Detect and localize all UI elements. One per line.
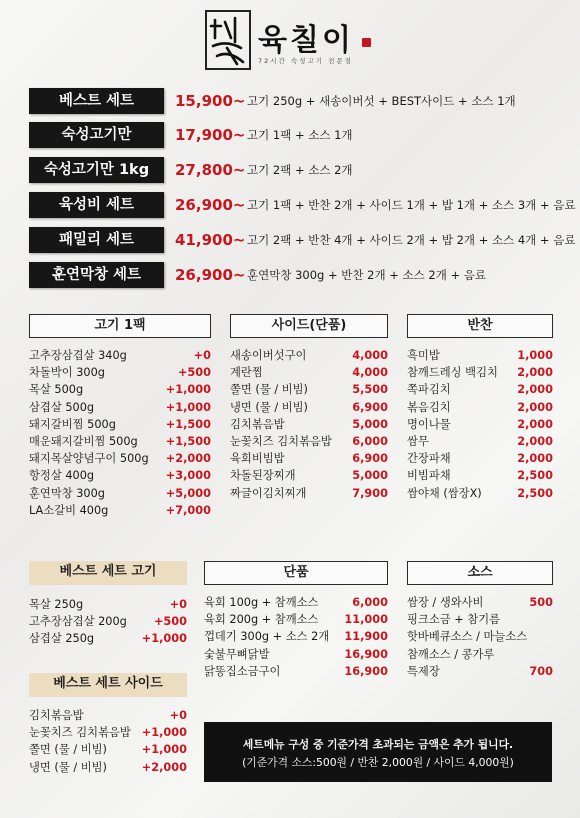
menu-item-price: 500 bbox=[529, 596, 553, 609]
menu-item[interactable] bbox=[29, 433, 211, 450]
set-row[interactable] bbox=[29, 157, 559, 183]
side-list bbox=[230, 347, 388, 502]
menu-item-price: +1,000 bbox=[165, 383, 211, 397]
menu-item[interactable] bbox=[29, 485, 211, 502]
menu-item[interactable] bbox=[407, 663, 553, 680]
menu-item-name: 숯불무뼈닭발 bbox=[204, 647, 270, 661]
menu-item-price: 2,500 bbox=[517, 469, 553, 483]
menu-item-name: 참깨소스 / 콩가루 bbox=[407, 647, 495, 661]
best-meat-section-title: 베스트 세트 고기 bbox=[29, 561, 187, 585]
menu-item[interactable] bbox=[230, 347, 388, 364]
menu-item[interactable] bbox=[230, 381, 388, 398]
logo-icon bbox=[205, 10, 251, 70]
menu-item-name: 특제장 bbox=[407, 664, 440, 678]
menu-item[interactable] bbox=[407, 594, 553, 611]
menu-item-price: 11,900 bbox=[344, 630, 388, 644]
set-row[interactable] bbox=[29, 192, 576, 218]
menu-item[interactable] bbox=[29, 724, 187, 741]
menu-item-name: 새송이버섯구이 bbox=[230, 349, 307, 362]
menu-item-name: 명이나물 bbox=[407, 417, 451, 431]
menu-item-price: +1,500 bbox=[165, 417, 211, 431]
menu-item-price: 6,900 bbox=[352, 452, 388, 466]
menu-item-price: 2,000 bbox=[517, 400, 553, 414]
menu-item-price: 2,000 bbox=[517, 417, 553, 431]
notice-line-1: 세트메뉴 구성 중 기준가격 초과되는 금액은 추가 됩니다. bbox=[242, 738, 514, 751]
menu-item-price: 5,000 bbox=[352, 417, 388, 431]
menu-item[interactable] bbox=[407, 628, 553, 645]
menu-item-price: 2,000 bbox=[517, 383, 553, 397]
set-row[interactable] bbox=[29, 227, 576, 253]
menu-item-name: 닭똥집소금구이 bbox=[204, 664, 281, 678]
menu-item-name: 냉면 (물 / 비빔) bbox=[230, 400, 308, 414]
set-price: 26,900~ bbox=[175, 196, 246, 214]
menu-item[interactable] bbox=[407, 347, 553, 364]
menu-item-price: 2,500 bbox=[517, 486, 553, 500]
single-section-title: 단품 bbox=[204, 561, 388, 585]
menu-item[interactable] bbox=[204, 594, 388, 611]
set-label: 훈연막창 세트 bbox=[29, 262, 164, 288]
menu-item[interactable] bbox=[29, 450, 211, 467]
menu-item-name: 냉면 (물 / 비빔) bbox=[29, 760, 107, 774]
menu-item-price: 7,900 bbox=[352, 486, 388, 500]
menu-item-price: 2,000 bbox=[517, 366, 553, 380]
menu-item[interactable] bbox=[230, 433, 388, 450]
menu-item-price: +0 bbox=[193, 349, 211, 362]
menu-item[interactable] bbox=[29, 467, 211, 484]
menu-item[interactable] bbox=[230, 467, 388, 484]
menu-item[interactable] bbox=[29, 741, 187, 758]
menu-item-price: +3,000 bbox=[165, 469, 211, 483]
set-price: 17,900~ bbox=[175, 126, 246, 144]
menu-item-name: 눈꽃치즈 김치볶음밥 bbox=[29, 726, 131, 740]
menu-item-price: 4,000 bbox=[352, 349, 388, 362]
menu-item-price: +0 bbox=[169, 598, 187, 611]
set-price: 41,900~ bbox=[175, 231, 246, 249]
menu-item-price: 16,900 bbox=[344, 647, 388, 661]
menu-item-name: 차돌된장찌개 bbox=[230, 469, 296, 483]
set-price: 27,800~ bbox=[175, 161, 246, 179]
set-row[interactable] bbox=[29, 88, 559, 114]
set-price: 15,900~ bbox=[175, 92, 246, 110]
menu-item-name: 삼겹살 250g bbox=[29, 632, 95, 646]
menu-item-name: 육회 200g + 참깨소스 bbox=[204, 613, 319, 627]
menu-item[interactable] bbox=[407, 364, 553, 381]
set-desc: 고기 1팩 + 소스 1개 bbox=[247, 128, 353, 142]
menu-item-name: 김치볶음밥 bbox=[29, 709, 84, 722]
menu-item[interactable] bbox=[407, 416, 553, 433]
menu-item-name: 볶음김치 bbox=[407, 400, 451, 414]
brand-tagline: 72시간 숙성고기 전문점 bbox=[258, 57, 353, 65]
menu-item[interactable] bbox=[204, 646, 388, 663]
menu-item-name: 흑미밥 bbox=[407, 349, 440, 362]
menu-item[interactable] bbox=[29, 759, 187, 776]
set-desc: 고기 1팩 + 반찬 2개 + 사이드 1개 + 밥 1개 + 소스 3개 + 음료 bbox=[247, 198, 576, 212]
set-price: 26,900~ bbox=[175, 266, 246, 284]
menu-item-name: 육회 100g + 참깨소스 bbox=[204, 596, 319, 609]
set-desc: 훈연막창 300g + 반찬 2개 + 소스 2개 + 음료 bbox=[247, 268, 486, 282]
menu-item-name: 훈연막창 300g bbox=[29, 486, 105, 500]
meat-section-title: 고기 1팩 bbox=[29, 314, 211, 338]
menu-item-price: 2,000 bbox=[517, 434, 553, 448]
menu-item-name: 목살 250g bbox=[29, 598, 84, 611]
menu-item-price: 4,000 bbox=[352, 366, 388, 380]
menu-item-price: 5,500 bbox=[352, 383, 388, 397]
menu-item-price: +5,000 bbox=[165, 486, 211, 500]
brand-name: 육칠이 bbox=[258, 23, 354, 58]
menu-item-name: 돼지갈비찜 500g bbox=[29, 417, 116, 431]
menu-item-price: 1,000 bbox=[517, 349, 553, 362]
menu-item[interactable] bbox=[29, 399, 211, 416]
menu-item[interactable] bbox=[204, 663, 388, 680]
set-row[interactable] bbox=[29, 122, 559, 148]
menu-item[interactable] bbox=[29, 613, 187, 630]
menu-item[interactable] bbox=[407, 467, 553, 484]
menu-item[interactable] bbox=[230, 416, 388, 433]
menu-item-name: 눈꽃치즈 김치볶음밥 bbox=[230, 434, 332, 448]
menu-item-price: +2,000 bbox=[141, 760, 187, 774]
menu-item[interactable] bbox=[407, 646, 553, 663]
set-price-notice bbox=[204, 722, 552, 782]
menu-item[interactable] bbox=[29, 707, 187, 724]
menu-item-price: +1,000 bbox=[141, 726, 187, 740]
menu-item-name: 계란찜 bbox=[230, 366, 263, 380]
menu-item-price: +7,000 bbox=[165, 503, 211, 517]
menu-item[interactable] bbox=[204, 611, 388, 628]
menu-item[interactable] bbox=[407, 381, 553, 398]
set-label: 숙성고기만 bbox=[29, 122, 164, 148]
menu-item[interactable] bbox=[230, 485, 388, 502]
best-side-list bbox=[29, 707, 187, 776]
menu-item-name: LA소갈비 400g bbox=[29, 503, 109, 517]
menu-item-price: 6,900 bbox=[352, 400, 388, 414]
menu-item-price: 16,900 bbox=[344, 664, 388, 678]
menu-item-price: +2,000 bbox=[165, 452, 211, 466]
set-label: 육성비 세트 bbox=[29, 192, 164, 218]
menu-item-price: 11,000 bbox=[344, 613, 388, 627]
menu-item[interactable] bbox=[407, 611, 553, 628]
menu-item[interactable] bbox=[29, 502, 211, 519]
menu-item-name: 목살 500g bbox=[29, 383, 84, 397]
menu-item[interactable] bbox=[230, 399, 388, 416]
menu-item-price: 6,000 bbox=[352, 434, 388, 448]
menu-item[interactable] bbox=[230, 364, 388, 381]
menu-item-name: 짜글이김치찌개 bbox=[230, 486, 307, 500]
side-section-title: 사이드(단품) bbox=[230, 314, 388, 338]
menu-item-name: 김치볶음밥 bbox=[230, 417, 285, 431]
menu-item[interactable] bbox=[407, 485, 553, 502]
menu-item-name: 쌈무 bbox=[407, 434, 429, 448]
menu-item-name: 돼지목살양념구이 500g bbox=[29, 452, 149, 466]
red-seal-icon bbox=[362, 38, 371, 47]
best-meat-list bbox=[29, 596, 187, 648]
menu-item-name: 차돌박이 300g bbox=[29, 366, 105, 380]
menu-item-name: 쌈야채 (쌈장X) bbox=[407, 486, 482, 500]
menu-item[interactable] bbox=[29, 347, 211, 364]
menu-item-price: +500 bbox=[153, 615, 187, 629]
single-list bbox=[204, 594, 388, 680]
best-side-section-title: 베스트 세트 사이드 bbox=[29, 673, 187, 697]
menu-item-price: +1,000 bbox=[165, 400, 211, 414]
menu-item-name: 고추장삼겹살 340g bbox=[29, 349, 127, 362]
notice-line-2: (기준가격 소스:500원 / 반찬 2,000원 / 사이드 4,000원) bbox=[242, 756, 514, 769]
menu-item-name: 비빔파채 bbox=[407, 469, 451, 483]
menu-item-price: 2,000 bbox=[517, 452, 553, 466]
menu-item[interactable] bbox=[407, 450, 553, 467]
set-label: 패밀리 세트 bbox=[29, 227, 164, 253]
menu-item-name: 참깨드레싱 백김치 bbox=[407, 366, 498, 380]
menu-item-name: 간장파채 bbox=[407, 452, 451, 466]
menu-item[interactable] bbox=[29, 416, 211, 433]
logo-calligraphy-mark bbox=[207, 12, 249, 68]
menu-item-name: 고추장삼겹살 200g bbox=[29, 615, 127, 629]
menu-item-name: 매운돼지갈비찜 500g bbox=[29, 434, 138, 448]
set-desc: 고기 2팩 + 소스 2개 bbox=[247, 163, 353, 177]
menu-item-name: 쫄면 (물 / 비빔) bbox=[230, 383, 308, 397]
sauce-list bbox=[407, 594, 553, 680]
set-row[interactable] bbox=[29, 262, 559, 288]
menu-item-name: 껍데기 300g + 소스 2개 bbox=[204, 630, 330, 644]
menu-item[interactable] bbox=[29, 364, 211, 381]
banchan-list bbox=[407, 347, 553, 502]
menu-item-price: 5,000 bbox=[352, 469, 388, 483]
menu-item-name: 쌈장 / 생와사비 bbox=[407, 596, 484, 609]
menu-item-price: +1,000 bbox=[141, 743, 187, 757]
meat-list bbox=[29, 347, 211, 519]
menu-item-price: +1,500 bbox=[165, 434, 211, 448]
menu-item-price: +0 bbox=[169, 709, 187, 722]
menu-item-name: 항정살 400g bbox=[29, 469, 95, 483]
menu-item[interactable] bbox=[407, 433, 553, 450]
set-desc: 고기 2팩 + 반찬 4개 + 사이드 2개 + 밥 2개 + 소스 4개 + 음료 bbox=[247, 233, 576, 247]
menu-item[interactable] bbox=[407, 399, 553, 416]
menu-item[interactable] bbox=[29, 630, 187, 647]
menu-item-price: +500 bbox=[177, 366, 211, 380]
menu-item-price: 6,000 bbox=[352, 596, 388, 609]
menu-item[interactable] bbox=[230, 450, 388, 467]
menu-item[interactable] bbox=[29, 596, 187, 613]
menu-item-price: +1,000 bbox=[141, 632, 187, 646]
menu-item[interactable] bbox=[204, 628, 388, 645]
banchan-section-title: 반찬 bbox=[407, 314, 553, 338]
set-label: 숙성고기만 1kg bbox=[29, 157, 164, 183]
menu-item-name: 핑크소금 + 참기름 bbox=[407, 613, 501, 627]
menu-item-name: 삼겹살 500g bbox=[29, 400, 95, 414]
menu-item-name: 쫄면 (물 / 비빔) bbox=[29, 743, 107, 757]
menu-item-name: 쪽파김치 bbox=[407, 383, 451, 397]
set-label: 베스트 세트 bbox=[29, 88, 164, 114]
sauce-section-title: 소스 bbox=[407, 561, 553, 585]
menu-item-name: 핫바베큐소스 / 마늘소스 bbox=[407, 630, 528, 644]
menu-item-price: 700 bbox=[529, 664, 553, 678]
menu-item-name: 육회비빔밥 bbox=[230, 452, 285, 466]
set-desc: 고기 250g + 새송이버섯 + BEST사이드 + 소스 1개 bbox=[247, 94, 516, 108]
menu-item[interactable] bbox=[29, 381, 211, 398]
